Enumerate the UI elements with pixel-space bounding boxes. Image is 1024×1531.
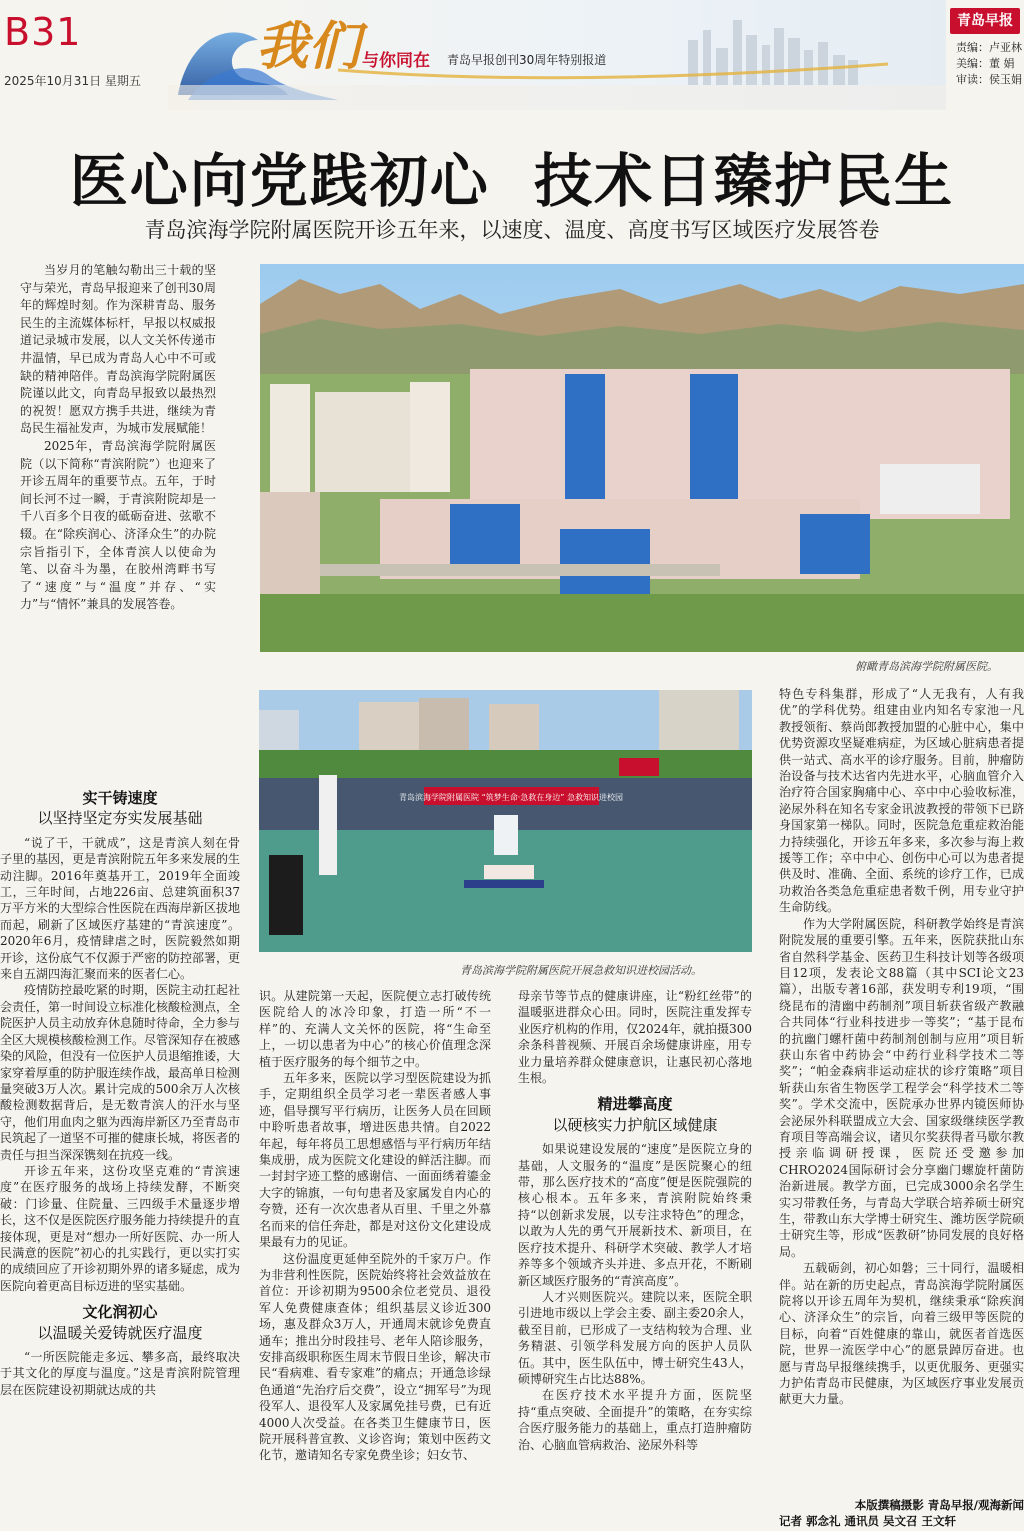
column-2 [259, 988, 491, 1531]
section-warmth-subtitle: 以温暖关爱铸就医疗温度 [37, 1323, 203, 1342]
section-height-paragraph: 人才兴则医院兴。建院以来，医院全职引进地市级以上学会主委、副主委20余人，截至目前，已形成了一支结构较为合理、业务精湛、引领学科发展方向的医护人员队伍。其中，医生队伍中，博士研究生43人，硕博研究生占比达88%。 [518, 1289, 752, 1386]
column-4-paragraph: 作为大学附属医院，科研教学始终是青滨附院发展的重要引擎。五年来，医院获批山东省自然科学基金、医药卫生科技计划等各级项目12项，发表论文88篇（其中SCI论文23篇），出版专著16部，获发明专利19项，“围绕昆布的清幽中药制剂”项目斩获省级产教融合共同体“行业科技进步一等奖”；“基于昆布的抗幽门螺杆菌中药制剂创制与应用”项目斩获山东省中药协会“中药行业科学技术二等奖”；“帕金森病非运动症状的诊疗策略”项目斩获山东省生物医学工程学会“科学技术二等奖”。学术交流中，医院承办世界内镜医师协会泌尿外科联盟成立大会、国家级继续医学教育项目等高端会议，诸贝尔奖获得者马歇尔教授亲临调研授课，医院还受邀参加CHRO2024国际研讨会分享幽门螺旋杆菌防治新进展。教学方面，已完成3000余名学生实习带教任务，与青岛大学联合培养硕士研究生，带教山东大学博士研究生、潍坊医学院硕士研究生等，形成“医教研”协同发展的良好格局。 [779, 916, 1024, 1259]
banner-calligraphy: 我们 [256, 16, 361, 77]
section-speed-paragraph: 开诊五年来，这份攻坚克难的“青滨速度”在医疗服务的战场上持续发酵，不断突破：门诊量、住院量、三四级手术量逐步增长，这不仅是医院医疗服务能力持续提升的直接体现，更是对“想办一所好医院、办一所人民满意的医院”初心的扎实践行，更以实打实的成绩回应了开诊初期外界的诸多疑虑，成为医院向着更高目标迈进的坚实基础。 [0, 1163, 240, 1293]
hospital-aerial-illustration [260, 264, 1024, 652]
credit-proofreader: 审读：侯玉娟 [956, 73, 1022, 86]
left-column [0, 780, 240, 1531]
subheadline: 青岛滨海学院附属医院开诊五年来，以速度、温度、高度书写区域医疗发展答卷 [144, 218, 880, 242]
section-height-subtitle: 以硬核实力护航区域健康 [552, 1115, 718, 1134]
credit-editor: 责编：卢亚林 [956, 41, 1022, 54]
column-3-paragraph: 母亲节等节点的健康讲座，让“粉红丝带”的温暖驱进群众心田。同时，医院注重发挥专业医疗机构的作用，仅2024年，就拍摄300余条科普视频、开展百余场健康讲座，用专业力量培养群众健康意识，让惠民初心落地生根。 [518, 989, 752, 1086]
column-3 [518, 988, 752, 1531]
page-number: B31 [4, 10, 82, 54]
column-4-paragraph: 特色专科集群，形成了“人无我有，人有我优”的学科优势。组建由业内知名专家池一凡教授领衔、蔡尚郎教授加盟的心脏中心，集中优势资源攻坚疑难病症，为区域心脏病患者提供一站式、高水平的诊疗服务。目前，肿瘤防治设备与技术达省内先进水平，心脑血管介入治疗符合国家胸痛中心、卒中中心验收标准，泌尿外科在知名专家金讯波教授的带领下已跻身国家第一梯队。同时，医院急危重症救治能力持续强化，开诊五年多来，多次参与海上救援等工作；卒中中心、创伤中心可以为患者提供及时、准确、全面、系统的诊疗工作，已成功救治各类急危重症患者数千例，用专业守护生命防线。 [779, 687, 1024, 915]
column-4 [779, 686, 1024, 1492]
byline-source: 本版撰稿摄影 青岛早报/观海新闻 [854, 1498, 1024, 1512]
intro-paragraph-1: 当岁月的笔触勾勒出三十载的坚守与荣光，青岛早报迎来了创刊30周年的辉煌时刻。作为深耕青岛、服务民生的主流媒体标杆，早报以权威报道记录城市发展，以人文关怀传递市井温情，早已成为青岛人心中不可或缺的精神陪伴。青岛滨海学院附属医院谨以此文，向青岛早报致以最热烈的祝贺！愿双方携手共进，继续为青岛民生福祉发声，为城市发展赋能！ [20, 263, 216, 436]
byline-reporters: 记者 郭念礼 通讯员 吴文召 王文轩 [779, 1514, 957, 1528]
banner-slogan: 与你同在 [362, 51, 430, 71]
column-2-paragraph: 五年多来，医院以学习型医院建设为抓手，定期组织全员学习老一辈医者感人事迹，倡导撰写平行病历，让医务人员在回顾中聆听患者故事，增进医患共情。自2022年起，每年将员工思想感悟与平行病历年结集成册，成为医院文化建设的鲜活注脚。而一封封字迹工整的感谢信、一面面绣着鎏金大字的锦旗，一句句患者及家属发自内心的夸赞，还有一次次患者从百里、千里之外慕名而来的信任奔赴，都是对这份文化建设成果最有力的见证。 [259, 1071, 491, 1250]
section-warmth-title: 文化润初心 [82, 1303, 158, 1322]
first-aid-illustration [259, 690, 752, 952]
section-warmth-paragraph: “一所医院能走多远、攀多高，最终取决于其文化的厚度与温度。”这是青滨附院管理层在医院建设初期就达成的共 [0, 1350, 240, 1397]
credit-designer: 美编：董 娟 [956, 57, 1015, 70]
section-height-heading [518, 1096, 752, 1133]
section-height-paragraph: 如果说建设发展的“速度”是医院立身的基础，人文服务的“温度”是医院聚心的纽带，那么医疗技术的“高度”便是医院强院的核心根本。五年多来，青滨附院始终秉持“以创新求发展，以专注求特色”的理念，以敢为人先的勇气开展新技术、新项目，在医疗技术提升、科研学术突破、教学人才培养等多个领域齐头并进、多点开花，不断刷新区域医疗服务的“青滨高度”。 [518, 1142, 752, 1288]
top-photo-caption: 俯瞰青岛滨海学院附属医院。 [855, 660, 998, 673]
section-speed-heading [0, 790, 240, 827]
column-4-paragraph: 五载砺剑，初心如磐；三十同行，温暖相伴。站在新的历史起点，青岛滨海学院附属医院将以开诊五周年为契机，继续秉承“除疾润心、济泽众生”的宗旨，向着三级甲等医院的目标，向着“百姓健康的靠山，就医者首选医院，世界一流医学中心”的愿景踔厉奋进。也愿与青岛早报继续携手，以更优服务、更强实力护佑青岛市民健康，为区域医疗事业发展贡献更大力量。 [779, 1261, 1024, 1407]
event-banner-text: 青岛滨海学院附属医院 “筑梦生命·急救在身边” 急救知识进校园 [399, 793, 623, 802]
banner-subtitle: 青岛早报创刊30周年特别报道 [447, 53, 607, 67]
hospital-aerial-photo [260, 264, 1024, 652]
masthead-logo: 青岛早报 [950, 8, 1020, 34]
section-height-paragraph: 在医疗技术水平提升方面，医院坚持“重点突破、全面提升”的策略，在夯实综合医疗服务能力的基础上，重点打造肿瘤防治、心脑血管病救治、泌尿外科等 [518, 1388, 752, 1452]
column-2-paragraph: 识。从建院第一天起，医院便立志打破传统医院给人的冰冷印象，打造一所“不一样”的、充满人文关怀的医院，将“生命至上，一切以患者为中心”的核心价值理念深植于医疗服务的每个细节之中。 [259, 989, 491, 1069]
editor-credits [956, 40, 1022, 88]
intro-column [20, 262, 216, 754]
page-date: 2025年10月31日 星期五 [4, 74, 141, 88]
section-speed-paragraph: “说了干，干就成”，这是青滨人刻在骨子里的基因，更是青滨附院五年多来发展的生动注脚。2016年奠基开工，2019年全面竣工，三年时间，占地226亩、总建筑面积37万平方米的大型综合性医院在西海岸新区拔地而起，刷新了区域医疗基建的“青滨速度”。2020年6月，疫情肆虐之时，医院毅然如期开诊，这份底气不仅源于严密的防控部署，更来自五湖四海汇聚而来的医者仁心。 [0, 835, 240, 982]
section-speed-paragraph: 疫情防控最吃紧的时期，医院主动扛起社会责任，第一时间设立标准化核酸检测点，全院医护人员主动放弃休息随时待命，全力参与全区大规模核酸检测工作。尽管深知存在被感染的风险，但没有一位医护人员退缩推诿，大家穿着厚重的防护服连续作战，最高单日检测量突破3万人次。累计完成的500余万人次核酸检测数据背后，是无数青滨人的汗水与坚守，他们用血肉之躯为西海岸新区乃至青岛市民筑起了一道坚不可摧的健康长城，将医者的责任与担当深深镌刻在抗疫一线。 [0, 983, 240, 1162]
byline [779, 1497, 1024, 1529]
section-speed-subtitle: 以坚持坚定夯实发展基础 [37, 809, 203, 828]
column-2-paragraph: 这份温度更延伸至院外的千家万户。作为非营利性医院，医院始终将社会效益放在首位：开诊初期为9500余位老党员、退役军人免费健康查体；组织基层义诊近300场，惠及群众3万人，开通周末就诊免费直通车；推出分时段挂号、老年人陪诊服务，安排高级职称医生周末节假日坐诊，解决市民“看病难、看专家难”的痛点；开通急诊绿色通道“先治疗后交费”，设立“拥军号”为现役军人、退役军人及家属免挂号费，已有近4000人次受益。在各类卫生健康节日，医院开展科普宣教、义诊咨询；策划中医药文化节，邀请知名专家免费坐诊；妇女节、 [259, 1251, 491, 1463]
headline: 医心向党践初心 技术日臻护民生 [69, 147, 955, 215]
intro-paragraph-2: 2025年，青岛滨海学院附属医院（以下简称“青滨附院”）也迎来了开诊五周年的重要节点。五年，于时间长河不过一瞬，于青滨附院却是一千八百多个日夜的砥砺奋进、弦歌不辍。在“除疾润心、济泽众生”的办院宗旨指引下，全体青滨人以使命为笔、以奋斗为墨，在胶州湾畔书写了“速度”与“温度”并存、“实力”与“情怀”兼具的发展答卷。 [20, 438, 216, 612]
section-warmth-heading [0, 1304, 240, 1341]
section-height-title: 精进攀高度 [597, 1095, 673, 1114]
middle-photo-caption: 青岛滨海学院附属医院开展急救知识进校园活动。 [460, 964, 702, 977]
section-speed-title: 实干铸速度 [82, 789, 158, 807]
first-aid-campus-photo [259, 690, 752, 952]
